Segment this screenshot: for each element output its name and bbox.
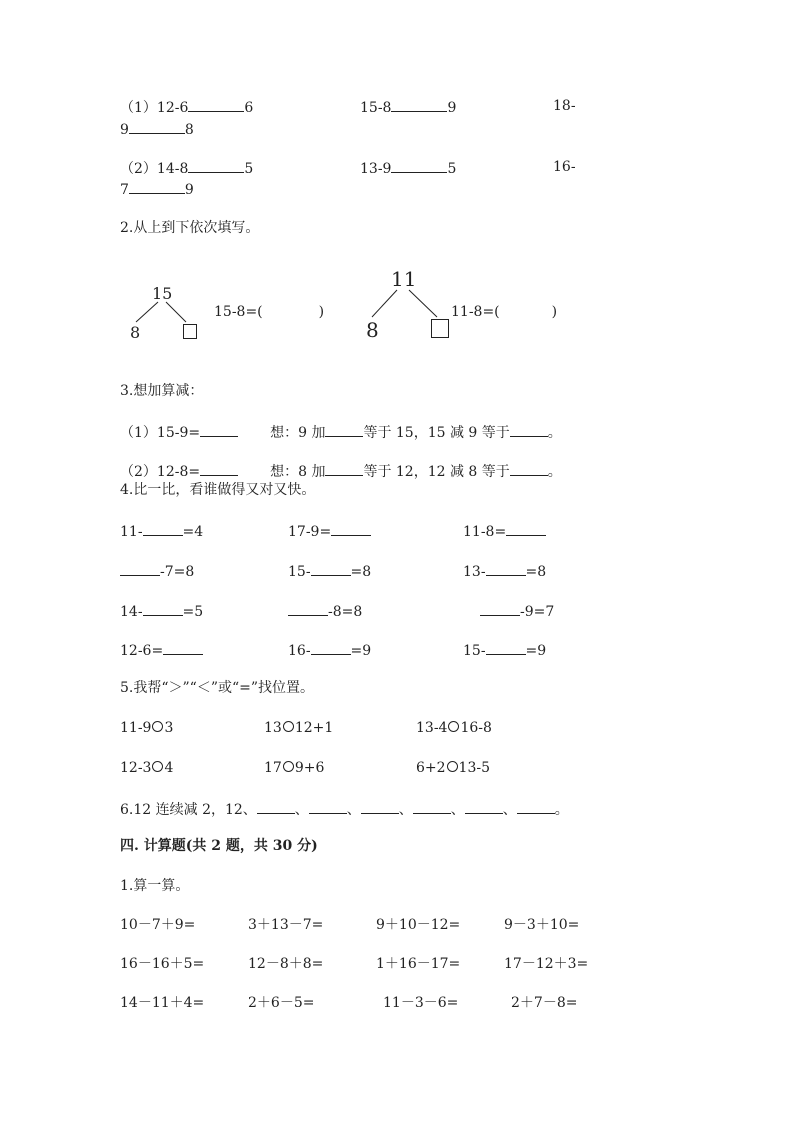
tree1-answer-box[interactable]	[183, 324, 197, 339]
expr: 9	[120, 122, 129, 138]
s4-r2-a	[120, 561, 194, 581]
expr: =4	[182, 524, 204, 540]
sep: 、	[502, 802, 517, 818]
compare-row1-c: 18-	[553, 98, 576, 114]
expr: 13-9	[360, 161, 392, 177]
expr: 6	[244, 100, 254, 116]
tree2-left-branch	[372, 290, 397, 317]
expr: 16-	[288, 643, 311, 659]
think-text: 想：9 加	[270, 425, 326, 441]
tree1-equation	[214, 303, 324, 321]
prompt: 6.12 连续减 2，12、	[120, 802, 257, 818]
tree1-right-branch	[166, 302, 186, 322]
answer-blank[interactable]	[311, 561, 351, 576]
answer-blank[interactable]	[325, 461, 363, 476]
expr: （2）12-8=	[120, 464, 201, 480]
tree1-left: 8	[130, 323, 141, 342]
answer-blank[interactable]	[143, 601, 183, 616]
think-text: 等于 15，15 减 9 等于	[363, 425, 510, 441]
punct: 。	[547, 425, 562, 441]
compare-circle[interactable]	[283, 761, 294, 772]
calc-r2-c4: 17－12＋3=	[504, 956, 589, 972]
tree2-equation	[451, 303, 557, 321]
expr: 13-4	[416, 720, 448, 736]
answer-blank[interactable]	[163, 640, 203, 655]
section3-title: 3.想加算减：	[120, 383, 204, 399]
section4-title: 4.比一比，看谁做得又对又快。	[120, 482, 316, 498]
calc-r1-c3: 9＋10－12=	[376, 917, 461, 933]
calc-r3-c3: 11－3－6=	[383, 995, 459, 1011]
tree2-top: 11	[391, 267, 417, 291]
section3-q1	[120, 422, 562, 442]
expr: =9	[525, 643, 547, 659]
answer-blank[interactable]	[325, 422, 363, 437]
answer-blank[interactable]	[200, 422, 238, 437]
calc-r1-c2: 3＋13－7=	[248, 917, 324, 933]
expr: （2）14-8	[120, 161, 189, 177]
expr: =9	[350, 643, 372, 659]
answer-blank[interactable]	[143, 521, 183, 536]
expr: 14-	[120, 604, 143, 620]
calc-r2-c1: 16－16＋5=	[120, 956, 205, 972]
expr: 11-8=	[463, 524, 507, 540]
calc-r2-c2: 12－8＋8=	[248, 956, 324, 972]
punct: 。	[547, 464, 562, 480]
sep: 、	[398, 802, 413, 818]
calc-r1-c4: 9－3＋10=	[504, 917, 580, 933]
expr: 15-	[288, 564, 311, 580]
s4-r2-b	[288, 561, 371, 581]
s5-r2-a	[120, 759, 173, 777]
expr: -9=7	[520, 604, 555, 620]
s5-r2-c	[416, 759, 490, 777]
expr: 8	[184, 122, 194, 138]
expr: 12-6=	[120, 643, 164, 659]
expr: =8	[350, 564, 372, 580]
expr: 7	[120, 182, 129, 198]
expr: 3	[164, 720, 174, 736]
expr: （1）12-6	[120, 100, 189, 116]
answer-blank[interactable]	[311, 640, 351, 655]
compare-circle[interactable]	[283, 721, 294, 732]
calc-r1-c1: 10－7＋9=	[120, 917, 196, 933]
section3-q2	[120, 461, 562, 481]
eq: 11-8=(	[451, 304, 500, 320]
s4-r3-c	[480, 601, 554, 621]
expr: 17	[264, 760, 282, 776]
s4-r3-b	[288, 601, 362, 621]
answer-blank[interactable]	[510, 422, 548, 437]
expr: 13-5	[458, 760, 490, 776]
think-text: 想：8 加	[270, 464, 326, 480]
tree1-top: 15	[152, 284, 173, 303]
answer-blank[interactable]	[506, 521, 546, 536]
answer-blank[interactable]	[465, 799, 503, 814]
section5-title: 5.我帮“＞”“＜”或“=”找位置。	[120, 680, 315, 696]
s5-r1-c	[416, 719, 492, 737]
expr: 13-	[463, 564, 486, 580]
expr: =5	[182, 604, 204, 620]
expr: 12-3	[120, 760, 152, 776]
section6-sequence	[120, 799, 569, 819]
expr: 13	[264, 720, 282, 736]
answer-blank[interactable]	[200, 461, 238, 476]
expr: 16-8	[460, 720, 492, 736]
tree2-left: 8	[366, 318, 379, 342]
number-trees	[0, 0, 794, 400]
expr: 6+2	[416, 760, 446, 776]
tree2-right-branch	[409, 290, 437, 317]
expr: 17-9=	[288, 524, 332, 540]
s5-r2-b	[264, 759, 324, 777]
calc-r3-c2: 2＋6－5=	[248, 995, 315, 1011]
s4-r4-a	[120, 640, 203, 660]
answer-blank[interactable]	[486, 640, 526, 655]
punct: 。	[554, 802, 569, 818]
calc-r3-c4: 2＋7－8=	[511, 995, 578, 1011]
answer-blank[interactable]	[257, 799, 295, 814]
s4-r1-c	[463, 521, 546, 541]
answer-blank[interactable]	[309, 799, 347, 814]
expr: 9	[184, 182, 194, 198]
expr: 9+6	[294, 760, 325, 776]
think-text: 等于 12，12 减 8 等于	[363, 464, 510, 480]
expr: 15-	[463, 643, 486, 659]
eq: 15-8=(	[214, 304, 263, 320]
expr: 11-9	[120, 720, 152, 736]
sep: 、	[294, 802, 309, 818]
expr: 5	[447, 161, 457, 177]
expr: 15-8	[360, 100, 392, 116]
s4-r3-a	[120, 601, 203, 621]
calc-r2-c3: 1＋16－17=	[376, 956, 461, 972]
tree2-answer-box[interactable]	[431, 319, 449, 338]
expr: 11-	[120, 524, 143, 540]
s5-r1-a	[120, 719, 173, 737]
answer-blank[interactable]	[120, 561, 160, 576]
tree1-left-branch	[136, 302, 158, 322]
s4-r1-b	[288, 521, 371, 541]
expr: -7=8	[160, 564, 195, 580]
section2-title: 2.从上到下依次填写。	[120, 220, 260, 236]
part4-title: 四. 计算题(共 2 题，共 30 分)	[120, 838, 318, 854]
s5-r1-b	[264, 719, 333, 737]
part4-q1-title: 1.算一算。	[120, 878, 190, 894]
answer-blank[interactable]	[361, 799, 399, 814]
answer-blank[interactable]	[413, 799, 451, 814]
sep: 、	[450, 802, 465, 818]
close-paren: )	[318, 304, 325, 320]
s4-r4-c	[463, 640, 546, 660]
expr: 4	[164, 760, 174, 776]
s4-r1-a	[120, 521, 203, 541]
answer-blank[interactable]	[288, 601, 328, 616]
answer-blank[interactable]	[480, 601, 520, 616]
expr: -8=8	[328, 604, 363, 620]
expr: 9	[447, 100, 457, 116]
close-paren: )	[551, 304, 558, 320]
compare-circle[interactable]	[152, 721, 163, 732]
compare-circle[interactable]	[152, 761, 163, 772]
expr: =8	[525, 564, 547, 580]
s4-r4-b	[288, 640, 371, 660]
s4-r2-c	[463, 561, 546, 581]
expr: （1）15-9=	[120, 425, 201, 441]
compare-circle[interactable]	[448, 721, 459, 732]
compare-row2-c: 16-	[553, 159, 576, 175]
expr: 12+1	[294, 720, 334, 736]
compare-circle[interactable]	[447, 761, 458, 772]
expr: 5	[244, 161, 254, 177]
sep: 、	[346, 802, 361, 818]
answer-blank[interactable]	[331, 521, 371, 536]
calc-r3-c1: 14－11＋4=	[120, 995, 205, 1011]
answer-blank[interactable]	[486, 561, 526, 576]
answer-blank[interactable]	[517, 799, 555, 814]
answer-blank[interactable]	[510, 461, 548, 476]
